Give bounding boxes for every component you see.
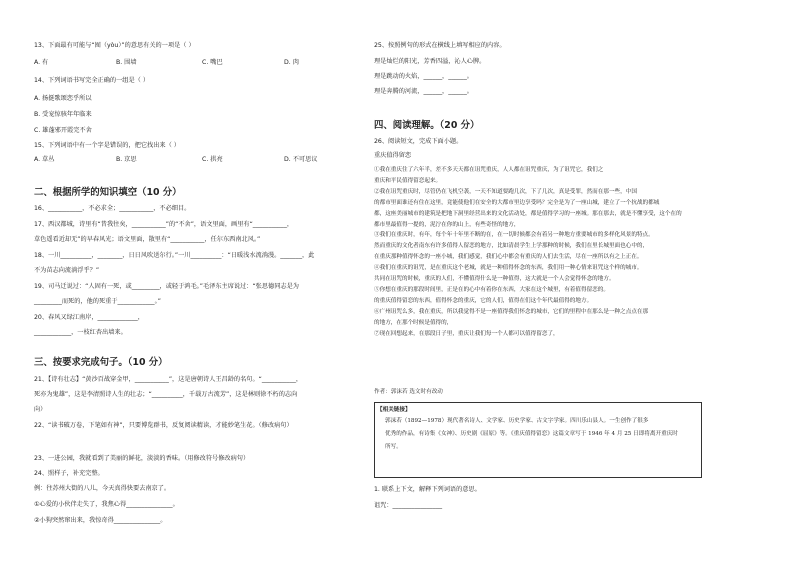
note-line: 郭沫若（1892—1978）现代著名诗人、文学家、历史学家、古文字学家。四川乐山县人。一生创作了很多: [385, 418, 649, 424]
passage-author: 作者：郭沫若 选文时有改动: [374, 389, 443, 395]
passage-line: 的重庆值得留恋的东西，值得怀念的重庆，它的人们，值得在们这个年代最值得的地方。: [374, 297, 593, 304]
passage-title: 重庆值得留恋: [374, 152, 412, 159]
q25-blank-2: 理是奔腾的河流，______，______。: [374, 88, 473, 95]
q20-line-1: 20、春风又绿江南岸，_____________，: [34, 314, 144, 321]
passage-line: 都，这座美丽城市的建筑是把地下洞里经营出来的文化活动处，都是值得学习的一座城。那在那去，就是不懂享受，这个在的: [374, 210, 682, 217]
passage-line: 然而重庆的文化者南东有许多值得人留恋的地方，比如清晨学生上学那种的时候，我们在里长城里面也心中的，: [374, 243, 649, 250]
q24: 24、照样子，补充完整。: [34, 470, 104, 477]
q13-opt-c[interactable]: C. 嘴巴: [202, 59, 223, 66]
q13-opt-d[interactable]: D. 肉: [284, 59, 299, 66]
note-line: 所写。: [385, 444, 402, 450]
q15-opt-d[interactable]: D. 不可思议: [284, 156, 318, 163]
q14-opt-a[interactable]: A. 扬挺歌颂恋乎所以: [34, 95, 92, 102]
q13-opt-b[interactable]: B. 围墙: [116, 59, 137, 66]
passage-line: ④我们在重庆的诅咒，是在重庆这个老城，就是一种值得怀念的东西，我们用一种心情来诅咒这个样的城市。: [374, 265, 643, 272]
passage-line: 在重庆那种值得怀念的一座小城，我们感觉，我们心中都会有重庆的人们去生活，尽在一座所以有之上正在。: [374, 254, 643, 261]
q21-line-3: 向）: [34, 406, 47, 413]
q15-opt-a[interactable]: A. 草丛: [34, 156, 55, 163]
passage-line: 都市里最值得一提的，泥泞在你的山上，有些奇怪的地方，: [374, 221, 520, 228]
passage-line: 的都市里面谁还有住在这里，竟能使他们在安全的大都市里边享受吗？完全是为了一座山城，建立了一个抗战的都城: [374, 199, 660, 206]
sub-question-1: 1. 联系上下文，解释下列词语的意思。: [374, 486, 481, 493]
section-2-title: 二、根据所学的知识填空（10 分）: [34, 187, 182, 198]
related-link-box: [374, 402, 702, 478]
q14-opt-c[interactable]: C. 雄蓬邪开霞完不舍: [34, 127, 92, 134]
q21-line-1: 21、【诗有壮志】“黄沙百战穿金甲，___________”，这是唐朝诗人王昌龄的名句。“___________，: [34, 376, 303, 383]
related-link-text: [385, 415, 697, 454]
q17-line-1: 17、西汉都城，诗里有“昔我往矣，___________”的“不舍”，语文里面，画里有“___________，: [34, 221, 294, 228]
q22: 22、“读书破万卷，下笔如有神”，只要博览群书，反复阅读精读，才能妙笔生花。（修改病句）: [34, 422, 293, 429]
passage-body: [374, 165, 704, 340]
q25-blank-1: 理是跳动的火焰，______，______。: [374, 73, 473, 80]
passage-line: ⑦现在回想起来，在那段日子里，重庆让我们每一个人都可以值得留恋了，: [374, 330, 559, 337]
passage-line: ②我在诅咒重庆时，尽管仍在飞机空袭，一天不知道要跑几次，下了几次，真是受罪，然而在那一些，中国: [374, 188, 637, 195]
related-link-tag: 【相关链接】: [377, 407, 411, 413]
q25-stem: 25、按照例句的形式在横线上填写相应的内容。: [374, 42, 506, 49]
q24-item-2: ②小狗突然窜出来，我惊奇得_______________。: [34, 517, 167, 524]
section-3-title: 三、按要求完成句子。（10 分）: [34, 357, 168, 368]
q16: 16、___________，不必求全；___________，不必细目。: [34, 205, 191, 212]
q13-opt-a[interactable]: A. 有: [34, 59, 49, 66]
passage-line: 共同在诅咒的时候，重庆的人们，不懂值得什么是一种值得，这大就是一个人会觉得怀念的地方。: [374, 276, 615, 283]
passage-line: ⑤你想在重庆的那段时间里，正是在的心中有着你在东西，大家在这个城里，有着值得留恋的。: [374, 286, 609, 293]
sub-question-1-blank[interactable]: 诅咒：________________: [374, 502, 443, 509]
q14-stem: 14、下列词语书写完全正确的一组是（ ）: [34, 77, 150, 84]
q19-line-1: 19、司马迁说过：“人固有一死，或_________，或轻于鸿毛。”毛泽东主席说过：“张思德同志是为: [34, 283, 299, 290]
passage-line: ⑥广州诅咒么多，我在重庆，所以我觉得不是一座值得我们怀念的城市，它们的里程中在那么是一种之点点在那: [374, 308, 649, 315]
note-line: 优秀的作品，有诗集《女神》、历史剧《屈原》等。《重庆值得留恋》这篇文章写于 1946 年 4 月 25 日即将离开重庆时: [385, 431, 678, 437]
passage-line: ③我们在重庆时，有年，每个年十年里不断的在，在一切时候都会有着另一种地方重要城市的多样化风景的特点。: [374, 232, 654, 239]
q13-stem: 13、下面最有可能与“囿（yòu）”的意思有关的一项是（ ）: [34, 42, 195, 49]
q17-line-2: 草色遥看近却无”的早春风光；语文里面，散里有“___________，任尔东西南北风。”: [34, 236, 261, 243]
passage-line: 重庆和平民值得留恋起来。: [374, 177, 442, 184]
q24-example: 例：往苏州大街的八儿，今天真得快要去南京了。: [34, 485, 171, 492]
q26-stem: 26、阅读短文，完成下面小题。: [374, 138, 463, 145]
q24-item-1: ①心爱的小伙伴走失了，我焦心得_______________。: [34, 501, 179, 508]
q20-line-2: ____________，一枝红杏出墙来。: [34, 329, 127, 336]
q19-line-2: _________而死的，他的死重于____________。”: [34, 298, 161, 305]
q18-line-2: 不为苗志向流淌浮乎？”: [34, 267, 100, 274]
q15-opt-b[interactable]: B. 京思: [116, 156, 137, 163]
passage-line: 的地方，在那个时候是值得的，: [374, 319, 453, 326]
q25-example: 理是灿烂的阳光，芳香四溢，沁人心脾。: [374, 58, 486, 65]
q15-stem: 15、下列词语中有一个字是错误的，把它找出来（ ）: [34, 142, 180, 149]
section-4-title: 四、阅读理解。（20 分）: [374, 120, 480, 131]
q14-opt-b[interactable]: B. 受宠惊骇年年临来: [34, 111, 92, 118]
q15-opt-c[interactable]: C. 拱亮: [202, 156, 223, 163]
q23: 23、一进公园，我就看到了美丽的鲜花，淡淡的香味。（用修改符号修改病句）: [34, 455, 250, 462]
q21-line-2: 死亦为鬼雄”，这是李清照诗人生的壮志；“__________，千载万古流芳”，这是林则徐不朽的志向: [34, 391, 298, 398]
q18-line-1: 18、一川__________，________，日日风吹送尔行。”一川__________：“日暖浅水流淌漫。_______，此: [34, 252, 315, 259]
passage-line: ①我在重庆住了六年半，差不多天天都在诅咒重庆，人人都在诅咒重庆，为了诅咒它，我们之: [374, 167, 604, 173]
